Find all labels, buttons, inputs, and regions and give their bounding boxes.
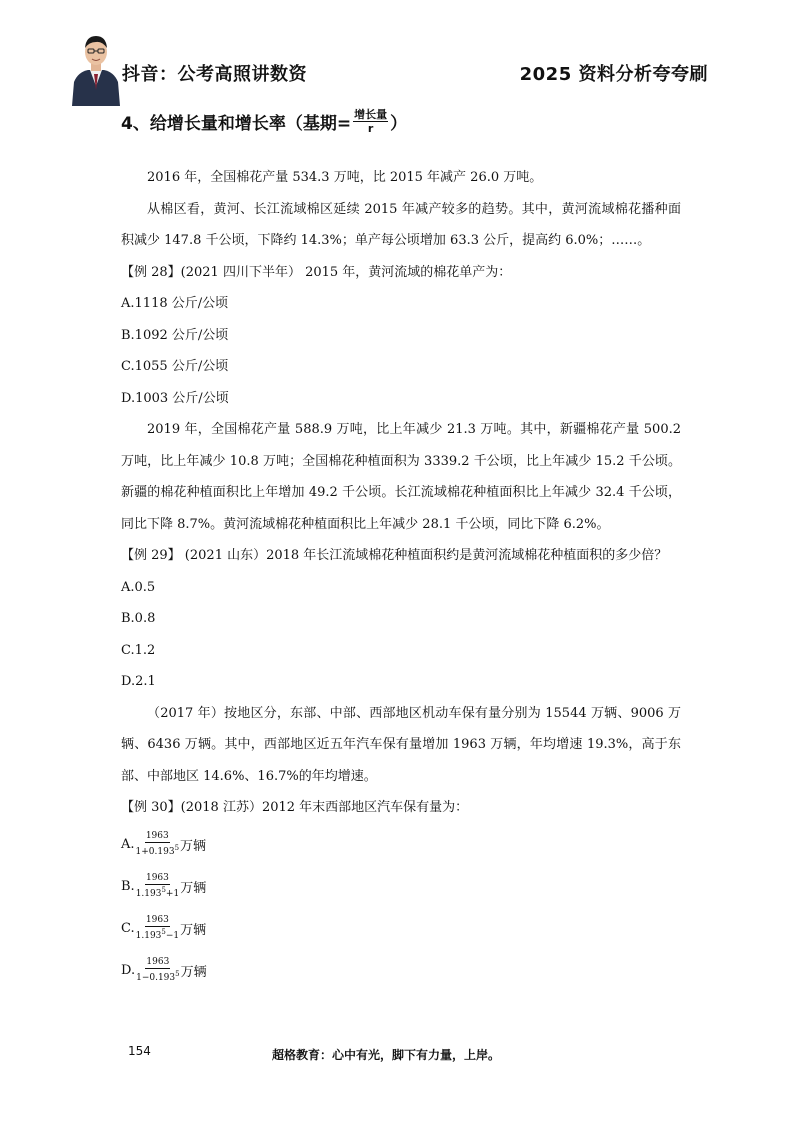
header-right-title: 2025 资料分析夸夸刷: [519, 64, 708, 85]
question-stem: 【例 29】 (2021 山东）2018 年长江流域棉花种植面积约是黄河流域棉花种植面积的多少倍？: [121, 548, 668, 563]
fraction-denominator: [136, 843, 180, 858]
fraction-numerator: 1963: [145, 915, 169, 925]
teacher-avatar: [68, 30, 124, 106]
denominator-tail: −1: [165, 931, 180, 941]
page-content: [121, 162, 681, 992]
fraction-numerator: 1963: [145, 831, 169, 841]
page-header: [68, 26, 708, 108]
answer-option: A.0.5: [121, 579, 156, 595]
fraction-numerator: 增长量: [354, 108, 388, 121]
fraction-denominator: r: [367, 122, 374, 135]
answer-option-fraction: [121, 866, 681, 908]
answer-option-fraction: [121, 824, 681, 866]
option-unit: 万辆: [180, 965, 207, 980]
option-fraction: [136, 873, 180, 900]
denominator-tail: +1: [165, 889, 180, 899]
denominator-exponent: 5: [174, 844, 180, 852]
answer-option: B.1092 公斤/公顷: [121, 327, 229, 343]
material-paragraph: 从棉区看，黄河、长江流域棉区延续 2015 年减产较多的趋势。其中，黄河流域棉花播种面积减少 147.8 千公顷，下降约 14.3%；单产每公顷增加 63.3 公斤，提高约 6.0%；……。: [121, 201, 681, 248]
material-paragraph: 2019 年，全国棉花产量 588.9 万吨，比上年减少 21.3 万吨。其中，新疆棉花产量 500.2 万吨，比上年减少 10.8 万吨；全国棉花种植面积为 3339.2 千公顷，比上年减少 15.2 千公顷。新疆的棉花种植面积比上年增加 49.2 千公顷。长江流域棉花种植面积比上年减少 32.4 千公顷，同比下降 8.7%。黄河流域棉花种植面积比上年减少 28.1 千公顷，同比下降 6.2%。: [121, 422, 681, 532]
option-fraction: [136, 831, 180, 858]
material-paragraph: 2016 年，全国棉花产量 534.3 万吨，比 2015 年减产 26.0 万吨。: [147, 170, 543, 185]
option-fraction: [136, 915, 180, 942]
fraction-numerator: 1963: [145, 873, 169, 883]
section-title-prefix: 4、给增长量和增长率（基期=: [121, 114, 352, 134]
fraction-denominator: [136, 969, 180, 984]
denominator-base: 1+0.193: [135, 847, 175, 857]
answer-option: B.0.8: [121, 611, 156, 626]
option-label: D.: [121, 963, 136, 978]
denominator-exponent: 5: [161, 886, 166, 894]
denominator-base: 1.193: [135, 931, 162, 941]
section-title-suffix: ）: [390, 114, 408, 134]
answer-option: C.1055 公斤/公顷: [121, 359, 229, 374]
option-label: B.: [121, 879, 135, 894]
option-unit: 万辆: [180, 923, 207, 938]
option-label: A.: [121, 837, 135, 852]
fraction-denominator: [136, 885, 180, 900]
answer-option: C.1.2: [121, 642, 156, 658]
header-left-title: 抖音：公考高照讲数资: [122, 64, 307, 85]
fraction-denominator: [136, 927, 180, 942]
answer-option: A.1118 公斤/公顷: [121, 296, 229, 311]
section-title: [121, 108, 407, 135]
answer-option-fraction: [121, 908, 681, 950]
question-stem: 【例 30】(2018 江苏）2012 年末西部地区汽车保有量为：: [121, 800, 469, 815]
denominator-base: 1−0.193: [136, 973, 176, 983]
option-fraction: [136, 957, 180, 984]
option-label: C.: [121, 921, 135, 936]
footer-slogan: 超格教育：心中有光，脚下有力量，上岸。: [272, 1048, 501, 1062]
question-stem: 【例 28】(2021 四川下半年） 2015 年，黄河流域的棉花单产为：: [121, 264, 512, 280]
option-unit: 万辆: [180, 839, 207, 854]
option-unit: 万辆: [180, 881, 207, 896]
fraction-numerator: 1963: [146, 957, 170, 967]
denominator-exponent: 5: [161, 928, 166, 936]
page-number: 154: [128, 1044, 151, 1058]
section-title-fraction: [353, 108, 388, 135]
answer-option: D.1003 公斤/公顷: [121, 390, 229, 406]
material-paragraph: （2017 年）按地区分，东部、中部、西部地区机动车保有量分别为 15544 万辆、9006 万辆、6436 万辆。其中，西部地区近五年汽车保有量增加 1963 万辆，年均增速 19.3%，高于东部、中部地区 14.6%、16.7%的年均增速。: [121, 705, 681, 784]
answer-option: D.2.1: [121, 674, 156, 689]
denominator-base: 1.193: [135, 889, 162, 899]
denominator-exponent: 5: [175, 970, 180, 978]
answer-option-fraction: [121, 950, 681, 992]
